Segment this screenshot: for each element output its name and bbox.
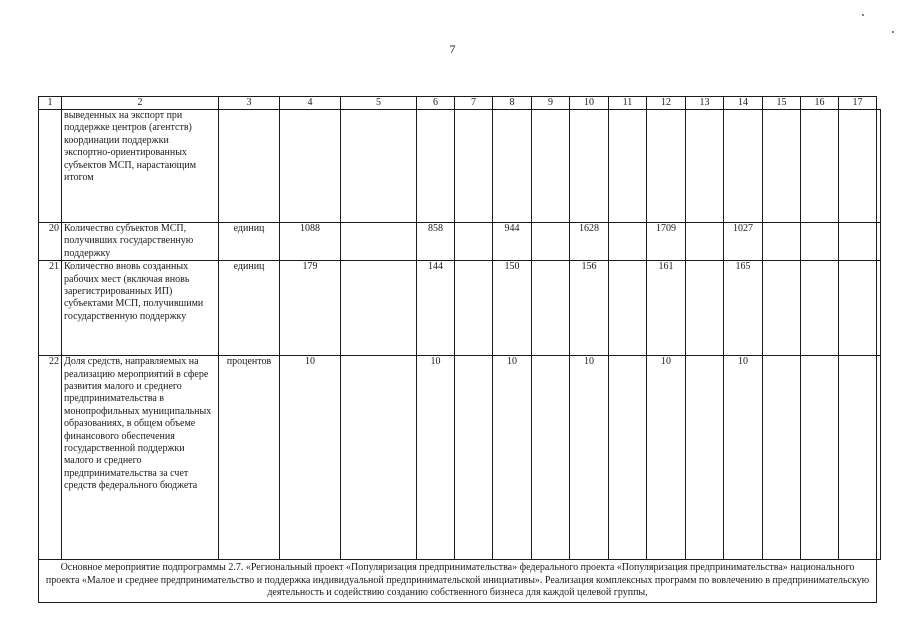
column-header: 11	[609, 97, 647, 110]
column-header: 8	[493, 97, 532, 110]
value-cell	[686, 356, 724, 560]
table-row	[39, 356, 881, 560]
value-cell: 1709	[647, 223, 686, 261]
row-number: 21	[39, 261, 62, 356]
value-cell: 10	[570, 356, 609, 560]
unit-of-measure: единиц	[219, 223, 280, 261]
value-cell: 10	[493, 356, 532, 560]
column-header: 1	[39, 97, 62, 110]
column-header: 15	[763, 97, 801, 110]
column-header: 12	[647, 97, 686, 110]
value-cell	[455, 261, 493, 356]
value-cell	[801, 110, 839, 223]
indicator-name: выведенных на экспорт при поддержке центров (агентств) координации поддержки экспортно-ориентированных субъектов МСП, нарастающим итогом	[62, 110, 219, 223]
indicator-name: Количество субъектов МСП, получивших государственную поддержку	[62, 223, 219, 261]
column-header: 6	[417, 97, 455, 110]
column-header: 3	[219, 97, 280, 110]
column-header: 13	[686, 97, 724, 110]
value-cell: 10	[280, 356, 341, 560]
value-cell	[609, 356, 647, 560]
value-cell	[686, 223, 724, 261]
value-cell: 1628	[570, 223, 609, 261]
value-cell	[686, 110, 724, 223]
table-row	[39, 223, 881, 261]
row-number	[39, 110, 62, 223]
value-cell	[877, 356, 881, 560]
scan-speck	[862, 14, 864, 16]
value-cell: 10	[417, 356, 455, 560]
value-cell: 944	[493, 223, 532, 261]
value-cell	[877, 110, 881, 223]
value-cell	[341, 223, 417, 261]
value-cell	[801, 356, 839, 560]
value-cell: 179	[280, 261, 341, 356]
value-cell	[570, 110, 609, 223]
value-cell	[609, 261, 647, 356]
value-cell: 1088	[280, 223, 341, 261]
value-cell	[609, 223, 647, 261]
value-cell	[839, 110, 877, 223]
value-cell	[763, 261, 801, 356]
column-header: 14	[724, 97, 763, 110]
value-cell	[417, 110, 455, 223]
scan-speck	[892, 31, 894, 33]
value-cell	[763, 110, 801, 223]
column-header: 10	[570, 97, 609, 110]
table-row	[39, 110, 881, 223]
value-cell	[341, 261, 417, 356]
value-cell	[341, 110, 417, 223]
value-cell	[455, 223, 493, 261]
value-cell: 858	[417, 223, 455, 261]
header-row	[39, 97, 881, 110]
value-cell: 1027	[724, 223, 763, 261]
value-cell	[647, 110, 686, 223]
unit-of-measure: процентов	[219, 356, 280, 560]
page-number: 7	[449, 42, 456, 56]
column-header: 9	[532, 97, 570, 110]
value-cell: 156	[570, 261, 609, 356]
table-row	[39, 261, 881, 356]
value-cell	[341, 356, 417, 560]
value-cell	[493, 110, 532, 223]
indicator-name: Количество вновь созданных рабочих мест (включая вновь зарегистрированных ИП) субъектами МСП, получившими государственную поддержку	[62, 261, 219, 356]
indicator-name: Доля средств, направляемых на реализацию мероприятий в сфере развития малого и среднего предпринимательства в монопрофильных муниципальных образованиях, в общем объеме финансового обеспечения государственной поддержки малого и среднего предпринимательства за счет средств федерального бюджета	[62, 356, 219, 560]
value-cell	[801, 223, 839, 261]
value-cell	[724, 110, 763, 223]
value-cell	[532, 223, 570, 261]
value-cell	[877, 261, 881, 356]
value-cell	[763, 223, 801, 261]
column-header: 16	[801, 97, 839, 110]
column-header: 2	[62, 97, 219, 110]
value-cell: 165	[724, 261, 763, 356]
value-cell: 150	[493, 261, 532, 356]
value-cell	[532, 261, 570, 356]
column-header: 7	[455, 97, 493, 110]
value-cell	[839, 261, 877, 356]
column-header: 5	[341, 97, 417, 110]
value-cell: 144	[417, 261, 455, 356]
value-cell	[763, 356, 801, 560]
value-cell	[532, 356, 570, 560]
row-number: 20	[39, 223, 62, 261]
row-number: 22	[39, 356, 62, 560]
section-note: Основное мероприятие подпрограммы 2.7. «Региональный проект «Популяризация предпринимательства» федерального проекта «Популяризация предпринимательства» национального проекта «Малое и среднее предпринимательство и поддержка индивидуальной предпринимательской инициативы». Реализация комплексных программ по вовлечению в предпринимательскую деятельность и содействию созданию собственного бизнеса для каждой целевой группы,	[39, 560, 877, 603]
section-note-row	[39, 560, 881, 603]
value-cell	[839, 356, 877, 560]
value-cell: 10	[724, 356, 763, 560]
value-cell	[609, 110, 647, 223]
value-cell	[280, 110, 341, 223]
value-cell	[455, 356, 493, 560]
value-cell	[532, 110, 570, 223]
value-cell	[455, 110, 493, 223]
value-cell: 161	[647, 261, 686, 356]
value-cell	[839, 223, 877, 261]
value-cell	[801, 261, 839, 356]
value-cell	[686, 261, 724, 356]
indicators-table	[38, 96, 881, 603]
column-header: 4	[280, 97, 341, 110]
value-cell: 10	[647, 356, 686, 560]
unit-of-measure	[219, 110, 280, 223]
column-header: 17	[839, 97, 877, 110]
unit-of-measure: единиц	[219, 261, 280, 356]
value-cell	[877, 223, 881, 261]
